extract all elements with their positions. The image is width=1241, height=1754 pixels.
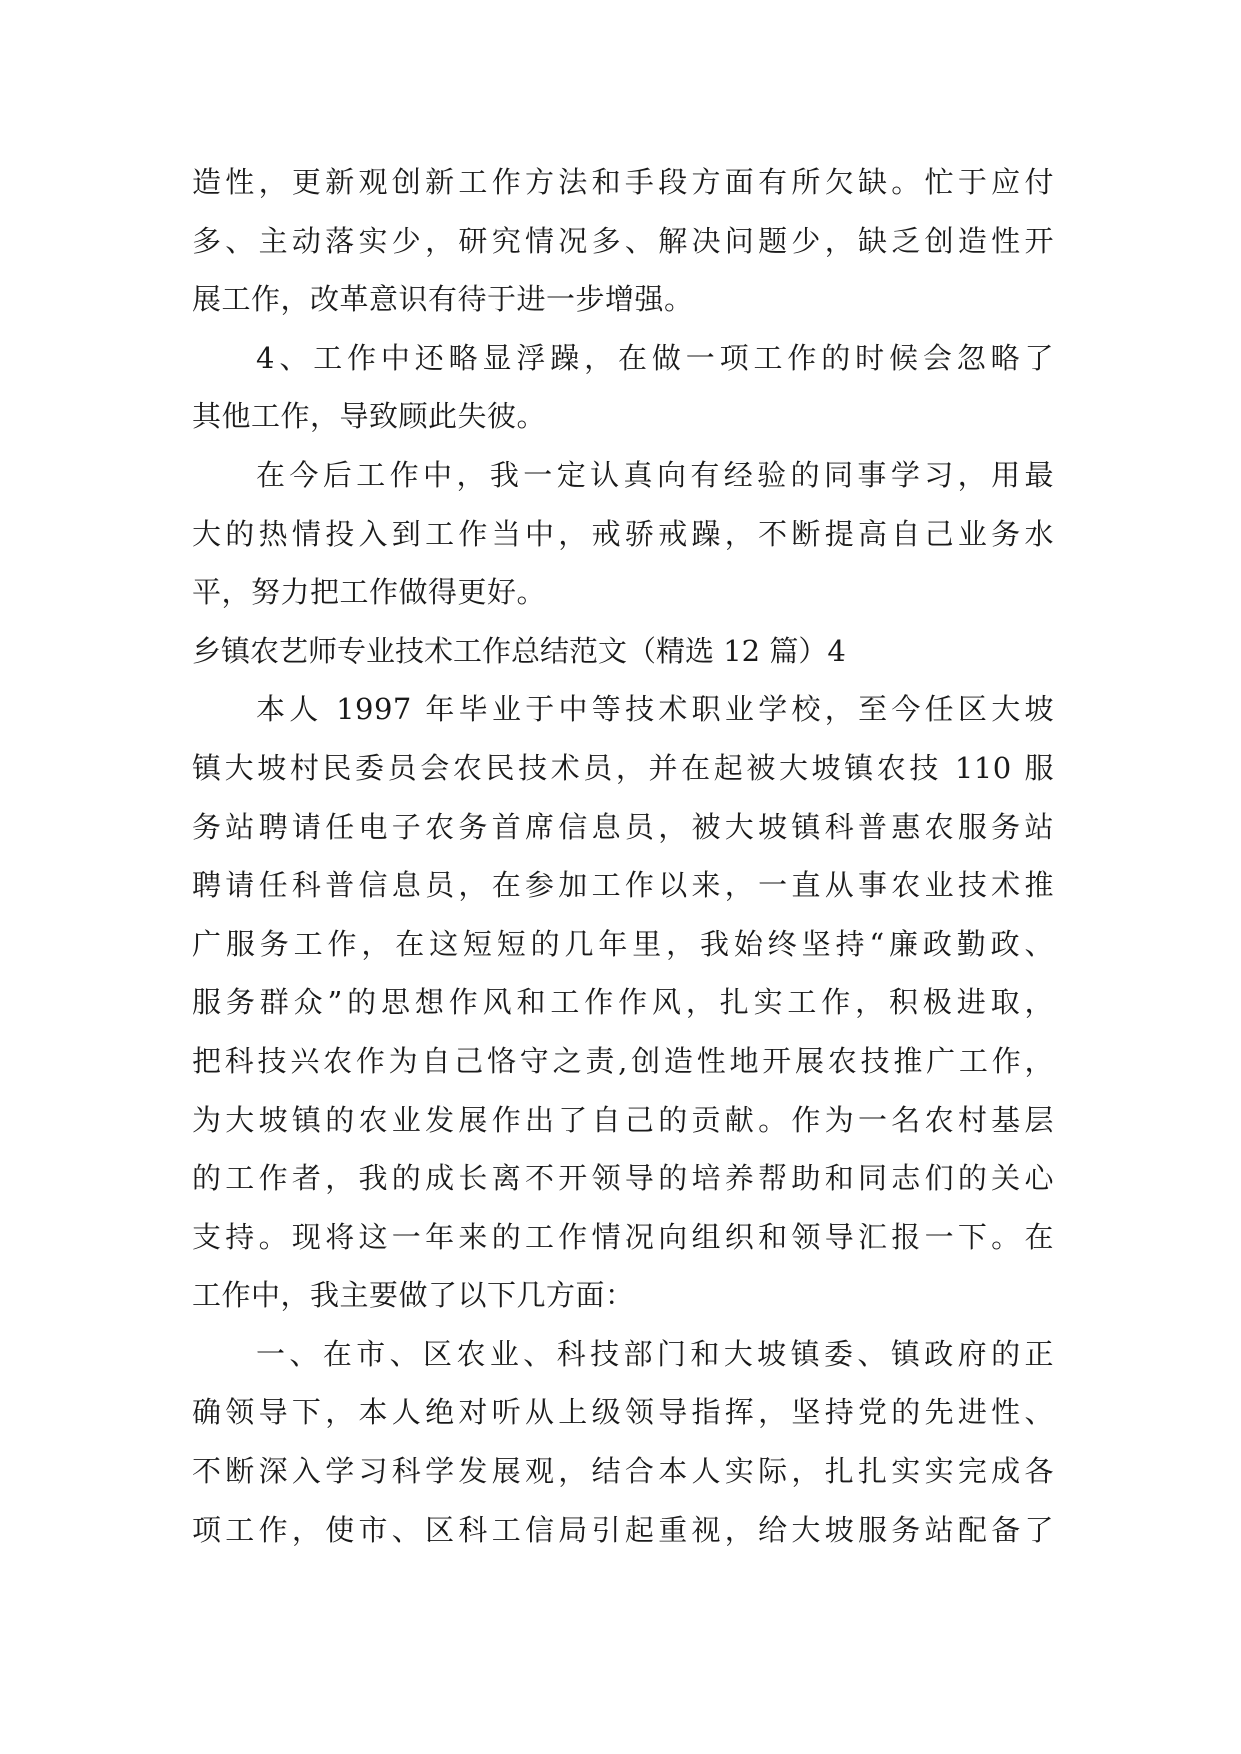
text-line: 不断深入学习科学发展观，结合本人实际，扎扎实实完成各 [192, 1454, 1054, 1489]
text-line: 镇大坡村民委员会农民技术员，并在起被大坡镇农技 110 服 [192, 750, 1054, 785]
text-line: 其他工作，导致顾此失彼。 [192, 399, 547, 434]
text-line: 确领导下，本人绝对听从上级领导指挥，坚持党的先进性、 [192, 1395, 1054, 1430]
text-line: 本人 1997 年毕业于中等技术职业学校，至今任区大坡 [256, 692, 1054, 727]
text-line: 为大坡镇的农业发展作出了自己的贡献。作为一名农村基层 [192, 1102, 1054, 1137]
text-line: 广服务工作，在这短短的几年里，我始终坚持“廉政勤政、 [192, 926, 1054, 961]
text-line: 大的热情投入到工作当中，戒骄戒躁，不断提高自己业务水 [192, 516, 1054, 551]
text-line: 造性，更新观创新工作方法和手段方面有所欠缺。忙于应付 [192, 165, 1054, 199]
text-line: 项工作，使市、区科工信局引起重视，给大坡服务站配备了 [192, 1512, 1054, 1547]
text-line: 聘请任科普信息员，在参加工作以来，一直从事农业技术推 [192, 868, 1054, 903]
text-line: 务站聘请任电子农务首席信息员，被大坡镇科普惠农服务站 [192, 809, 1054, 844]
text-line: 一、在市、区农业、科技部门和大坡镇委、镇政府的正 [256, 1336, 1054, 1371]
text-line: 多、主动落实少，研究情况多、解决问题少，缺乏创造性开 [192, 223, 1054, 258]
text-line: 展工作，改革意识有待于进一步增强。 [192, 282, 694, 317]
text-line: 在今后工作中，我一定认真向有经验的同事学习，用最 [256, 457, 1054, 492]
text-line: 4、工作中还略显浮躁，在做一项工作的时候会忽略了 [256, 340, 1054, 375]
text-line: 支持。现将这一年来的工作情况向组织和领导汇报一下。在 [192, 1219, 1054, 1254]
text-line: 服务群众”的思想作风和工作作风，扎实工作，积极进取， [192, 985, 1054, 1020]
text-line: 把科技兴农作为自己恪守之责,创造性地开展农技推广工作， [192, 1043, 1054, 1078]
text-line: 的工作者，我的成长离不开领导的培养帮助和同志们的关心 [192, 1161, 1054, 1196]
section-heading: 乡镇农艺师专业技术工作总结范文（精选 12 篇）4 [192, 633, 846, 668]
text-line: 平，努力把工作做得更好。 [192, 575, 547, 610]
document-body [192, 153, 1054, 1559]
text-line: 工作中，我主要做了以下几方面： [192, 1278, 635, 1313]
